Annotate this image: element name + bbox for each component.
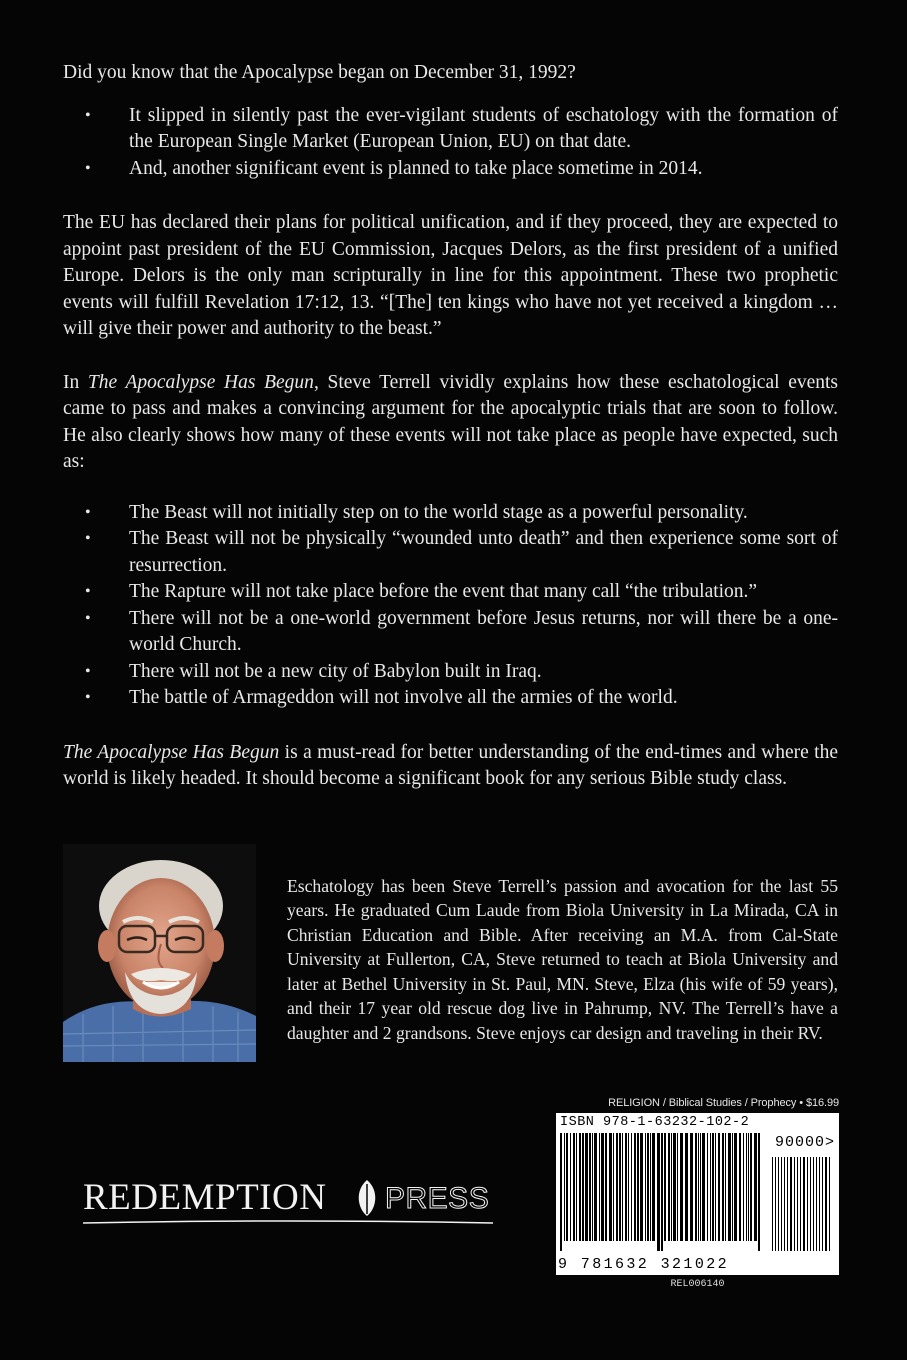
- barcode-bar: [613, 1133, 614, 1241]
- intro-bullet-list: [63, 103, 838, 183]
- barcode-bar: [582, 1133, 584, 1241]
- barcode-bar: [710, 1133, 711, 1241]
- book-paragraph-rest: , Steve Terrell vividly explains how these eschatological events came to pass and makes a convincing argument for the apocalyptic trials that are soon to follow. He also clearly shows how many of these events will not take place as people have expected, such as:: [63, 371, 839, 472]
- barcode-bar: [594, 1133, 597, 1241]
- barcode-bar: [664, 1133, 666, 1241]
- addon-bar: [819, 1157, 820, 1251]
- back-cover-copy: [63, 60, 838, 793]
- publisher-underline: [83, 1220, 493, 1226]
- addon-bar: [807, 1157, 808, 1251]
- addon-bar: [816, 1157, 817, 1251]
- book-paragraph-prefix: In: [63, 371, 88, 393]
- point-bullet: • The Rapture will not take place before the event that many call “the tribulation.”: [63, 579, 838, 606]
- addon-bar: [790, 1157, 792, 1251]
- barcode-bar: [715, 1133, 716, 1241]
- subject-and-price: RELIGION / Biblical Studies / Prophecy • $16.99: [608, 1097, 839, 1109]
- barcode-bar: [599, 1133, 600, 1241]
- closing-paragraph-rest: is a must-read for better understanding of the end-times and where the world is likely headed. It should become a significant book for any serious Bible study class.: [63, 741, 838, 789]
- barcode-bar: [564, 1133, 565, 1241]
- barcode-bar: [750, 1133, 752, 1241]
- closing-paragraph: [63, 740, 838, 793]
- barcode-bar: [746, 1133, 747, 1241]
- addon-bar: [810, 1157, 811, 1251]
- barcode-bar: [573, 1133, 575, 1241]
- addon-bar: [784, 1157, 785, 1251]
- barcode-bar: [673, 1133, 676, 1241]
- publisher-logo: [83, 1176, 493, 1226]
- eu-paragraph: The EU has declared their plans for political unification, and if they proceed, they are expected to appoint past president of the EU Commission, Jacques Delors, as the first president of a unified Europe. Delors is the only man scripturally in line for this appointment. These two prophetic events will fulfill Revelation 17:12, 13. “[The] ten kings who have not yet received a kingdom … will give their power and authority to the beast.”: [63, 212, 838, 339]
- addon-bar: [803, 1157, 805, 1251]
- barcode-bar: [677, 1133, 678, 1241]
- intro-question: Did you know that the Apocalypse began on December 31, 1992?: [63, 62, 576, 83]
- intro-bullet: • And, another significant event is planned to take place sometime in 2014.: [63, 156, 838, 183]
- barcode-bar: [585, 1133, 588, 1241]
- barcode-bar: [734, 1133, 737, 1241]
- barcode-bar: [712, 1133, 714, 1241]
- barcode-bar: [671, 1133, 672, 1241]
- barcode-bar: [576, 1133, 577, 1241]
- barcode-bar: [722, 1133, 724, 1241]
- addon-bar: [822, 1157, 823, 1251]
- barcode-bar: [645, 1133, 646, 1241]
- book-paragraph: [63, 370, 838, 476]
- barcode-bars: [560, 1133, 835, 1255]
- addon-bar: [794, 1157, 795, 1251]
- barcode-bar: [748, 1133, 749, 1241]
- closing-book-title-italic: The Apocalypse Has Begun: [63, 741, 280, 763]
- addon-bar: [781, 1157, 782, 1251]
- barcode-bar: [619, 1133, 621, 1241]
- book-title-italic: The Apocalypse Has Begun: [87, 371, 314, 393]
- barcode-bar: [650, 1133, 651, 1241]
- price-code: 90000>: [774, 1134, 835, 1151]
- reference-code: REL006140: [670, 1279, 725, 1290]
- point-bullet: • There will not be a one-world government before Jesus returns, nor will there be a one-world Church.: [63, 606, 838, 659]
- barcode-bar: [700, 1133, 701, 1241]
- barcode-bar: [725, 1133, 726, 1241]
- barcode-bar: [685, 1133, 688, 1241]
- barcode-bar: [566, 1133, 568, 1241]
- addon-bar: [800, 1157, 801, 1251]
- barcode-bar: [605, 1133, 607, 1241]
- barcode-bar: [622, 1133, 623, 1241]
- barcode-bar: [628, 1133, 629, 1241]
- intro-bullet: • It slipped in silently past the ever-vigilant students of eschatology with the formation of the European Single Market (European Union, EU) on that date.: [63, 103, 838, 156]
- barcode-bar: [589, 1133, 591, 1241]
- barcode-bar: [637, 1133, 639, 1241]
- addon-bar: [797, 1157, 798, 1251]
- author-bio: Eschatology has been Steve Terrell’s passion and avocation for the last 55 years. He graduated Cum Laude from Biola University in La Mirada, CA in Christian Education and Bible. After receiving an M.A. from Cal-State University at Fullerton, CA, Steve returned to teach at Biola University and later at Bethel University in St. Paul, MN. Steve, Elza (his wife of 59 years), and their 17 year old rescue dog live in Pahrump, NV. The Terrell’s have a daughter and 2 grandsons. Steve enjoys car design and traveling in their RV.: [287, 875, 838, 1043]
- barcode-bar: [718, 1133, 720, 1241]
- barcode-bar: [702, 1133, 705, 1241]
- barcode-bar: [732, 1133, 733, 1241]
- addon-bar: [775, 1157, 776, 1251]
- barcode-bar: [570, 1133, 571, 1241]
- points-bullet-list: [63, 500, 838, 712]
- barcode-bar: [640, 1133, 643, 1241]
- barcode-bar: [739, 1133, 741, 1241]
- barcode-bar: [634, 1133, 636, 1241]
- barcode-bar: [707, 1133, 708, 1241]
- barcode-bar: [743, 1133, 744, 1241]
- barcode-bar: [758, 1133, 760, 1251]
- barcode-bar: [601, 1133, 604, 1241]
- barcode-bar: [680, 1133, 683, 1241]
- barcode-bar: [616, 1133, 618, 1241]
- publisher-suffix: PRESS: [385, 1182, 490, 1215]
- barcode-bar: [657, 1133, 660, 1251]
- barcode-bar: [661, 1133, 663, 1251]
- barcode-bar: [647, 1133, 649, 1241]
- isbn-barcode: [556, 1113, 839, 1275]
- ean-digits: 9 781632 321022: [558, 1256, 730, 1273]
- addon-bar: [772, 1157, 773, 1251]
- barcode-bar: [754, 1133, 757, 1241]
- barcode-block: [556, 1097, 839, 1290]
- barcode-bar: [690, 1133, 693, 1241]
- barcode-bar: [592, 1133, 593, 1241]
- point-bullet: • The Beast will not be physically “wounded unto death” and then experience some sort of resurrection.: [63, 526, 838, 579]
- point-bullet: • There will not be a new city of Babylon built in Iraq.: [63, 659, 838, 686]
- addon-bar: [825, 1157, 827, 1251]
- barcode-bar: [668, 1133, 670, 1241]
- barcode-bar: [625, 1133, 627, 1241]
- addon-bar: [829, 1157, 830, 1251]
- barcode-bar: [695, 1133, 697, 1241]
- point-bullet: • The battle of Armageddon will not involve all the armies of the world.: [63, 685, 838, 712]
- addon-bar: [778, 1157, 779, 1251]
- barcode-bar: [728, 1133, 731, 1241]
- barcode-bar: [579, 1133, 581, 1241]
- author-portrait-illustration: [63, 844, 256, 1062]
- barcode-bar: [631, 1133, 632, 1241]
- addon-bar: [787, 1157, 788, 1251]
- barcode-bar: [560, 1133, 562, 1251]
- barcode-bar: [652, 1133, 655, 1241]
- addon-bar: [813, 1157, 814, 1251]
- leaf-icon: [355, 1178, 379, 1218]
- point-bullet: • The Beast will not initially step on to the world stage as a powerful personality.: [63, 500, 838, 527]
- barcode-bar: [609, 1133, 612, 1241]
- publisher-name: REDEMPTION: [83, 1177, 327, 1218]
- author-photo: [63, 844, 256, 1062]
- isbn-label: ISBN 978-1-63232-102-2: [560, 1115, 750, 1130]
- barcode-bar: [698, 1133, 699, 1241]
